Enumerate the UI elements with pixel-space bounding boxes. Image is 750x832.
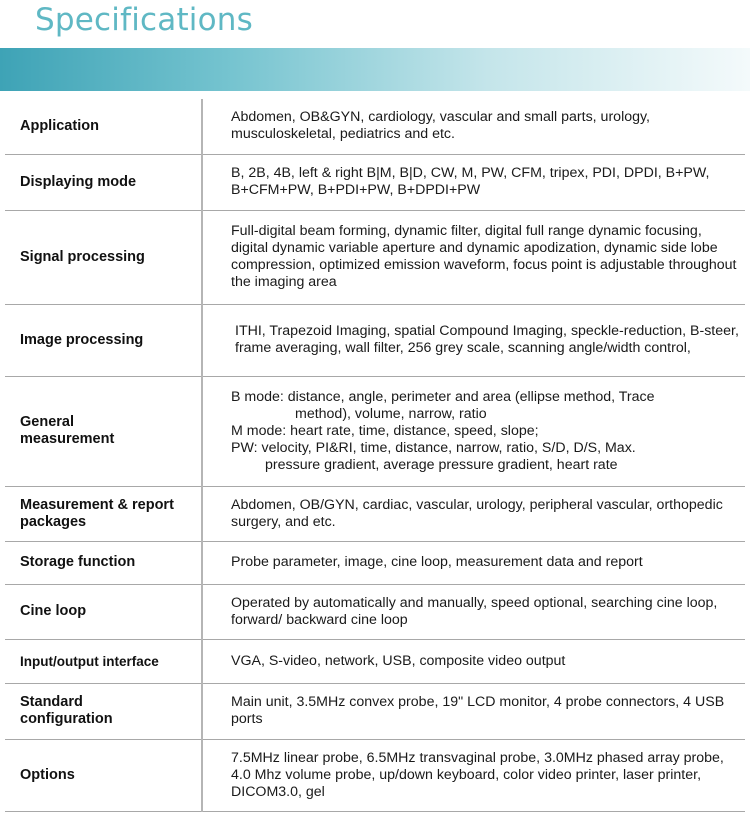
spec-row-options [5,739,745,811]
spec-label: Cine loop [5,584,202,639]
spec-value: Main unit, 3.5MHz convex probe, 19" LCD monitor, 4 probe connectors, 4 USB ports [202,683,745,739]
spec-row-signal-processing [5,210,745,304]
spec-value-line: pressure gradient, average pressure gradient, heart rate [265,456,618,473]
spec-value-line: method), volume, narrow, ratio [295,405,487,422]
spec-value: B, 2B, 4B, left & right B|M, B|D, CW, M, PW, CFM, tripex, PDI, DPDI, B+PW, B+CFM+PW, B+PDI+PW, B+DPDI+PW [202,154,745,210]
header-band [0,48,750,91]
spec-row-image-processing [5,304,745,376]
spec-row-measurement-report-packages [5,486,745,541]
page-title: Specifications [35,2,253,38]
spec-row-application [5,99,745,154]
spec-value: Operated by automatically and manually, speed optional, searching cine loop, forward/ backward cine loop [202,584,745,639]
specifications-table [5,99,745,812]
spec-row-input-output-interface [5,639,745,683]
spec-value-line: PW: velocity, PI&RI, time, distance, narrow, ratio, S/D, D/S, Max. [231,439,636,456]
spec-value: Probe parameter, image, cine loop, measurement data and report [202,541,745,584]
spec-value: Abdomen, OB&GYN, cardiology, vascular and small parts, urology, musculoskeletal, pediatrics and etc. [202,99,745,154]
spec-label: Options [5,739,202,811]
spec-row-storage-function [5,541,745,584]
spec-row-standard-configuration [5,683,745,739]
spec-row-cine-loop [5,584,745,639]
spec-value: ITHI, Trapezoid Imaging, spatial Compound Imaging, speckle-reduction, B-steer, frame averaging, wall filter, 256 grey scale, scanning angle/width control, [202,304,745,376]
spec-label: General measurement [5,376,202,486]
spec-label: Image processing [5,304,202,376]
spec-label: Displaying mode [5,154,202,210]
spec-value: Abdomen, OB/GYN, cardiac, vascular, urology, peripheral vascular, orthopedic surgery, and etc. [202,486,745,541]
spec-value: VGA, S-video, network, USB, composite video output [202,639,745,683]
spec-label: Standard configuration [5,683,202,739]
spec-row-general-measurement [5,376,745,486]
spec-value: 7.5MHz linear probe, 6.5MHz transvaginal probe, 3.0MHz phased array probe, 4.0 Mhz volume probe, up/down keyboard, color video printer, laser printer, DICOM3.0, gel [202,739,745,811]
spec-label: Storage function [5,541,202,584]
spec-row-displaying-mode [5,154,745,210]
spec-label: Input/output interface [5,639,202,683]
spec-value-line: M mode: heart rate, time, distance, speed, slope; [231,422,539,439]
spec-label: Signal processing [5,210,202,304]
spec-value: Full-digital beam forming, dynamic filter, digital full range dynamic focusing, digital dynamic variable aperture and dynamic apodization, dynamic side lobe compression, optimized emission waveform, focus point is adjustable throughout the imaging area [202,210,745,304]
spec-label: Measurement & report packages [5,486,202,541]
spec-value [202,376,745,486]
spec-label: Application [5,99,202,154]
spec-value-line: B mode: distance, angle, perimeter and area (ellipse method, Trace [231,388,655,405]
